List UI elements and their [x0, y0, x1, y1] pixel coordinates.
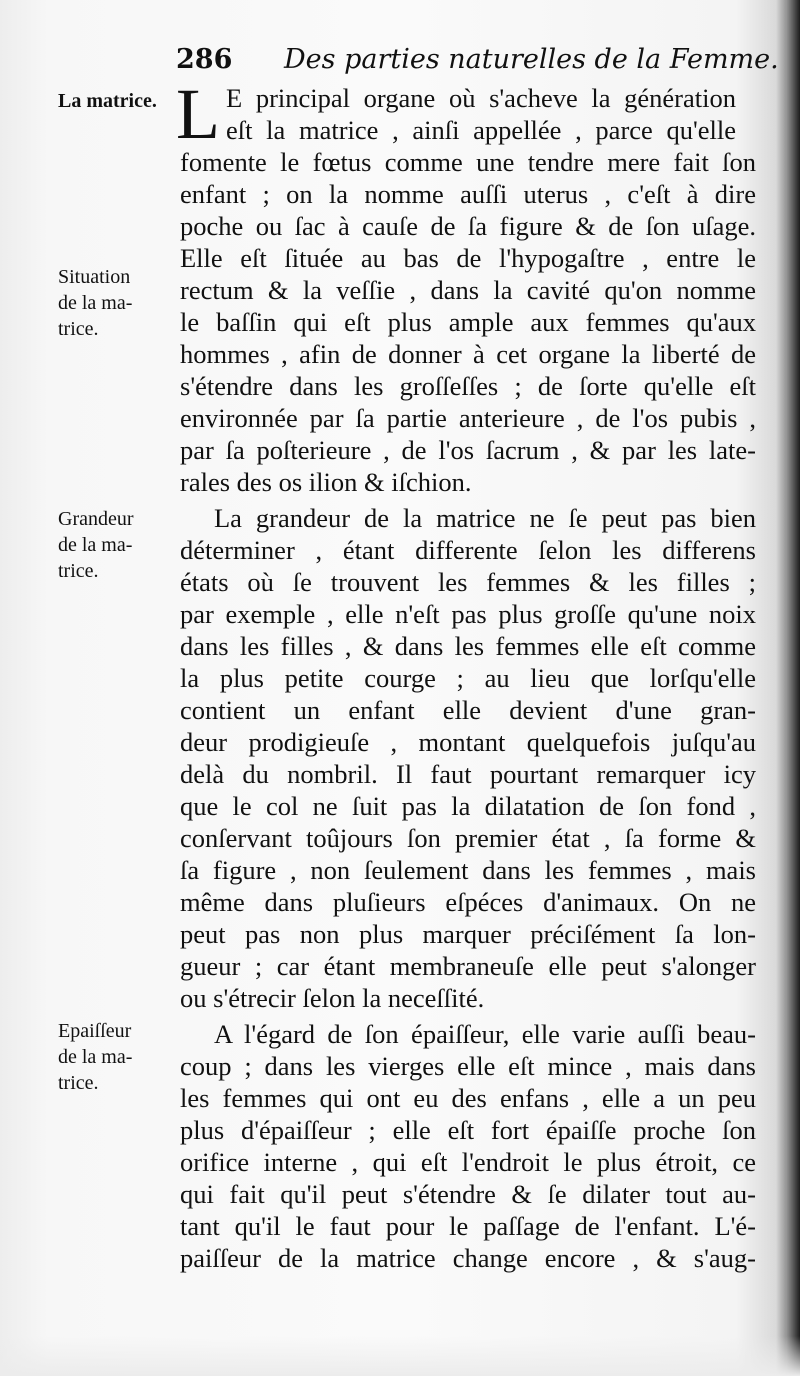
margin-note-line: trice.: [58, 318, 99, 340]
body-line: rales des os ilion & iſchion.: [180, 467, 472, 497]
margin-note-line: trice.: [58, 1072, 99, 1094]
page-number: 286: [176, 44, 233, 75]
running-title: Des parties naturelles de la Femme.: [284, 44, 779, 75]
body-line: gueur ; car étant membraneuſe elle peut s'alonger: [180, 951, 756, 981]
body-line: orifice interne , qui eſt l'endroit le plus étroit, ce: [180, 1147, 756, 1177]
margin-note-line: de la ma-: [58, 534, 133, 556]
body-line: s'étendre dans les groſſeſſes ; de ſorte qu'elle eſt: [180, 371, 756, 401]
body-line: A l'égard de ſon épaiſſeur, elle varie auſſi beau-: [214, 1019, 756, 1049]
page-header: [176, 40, 779, 80]
body-line: états où ſe trouvent les femmes & les filles ;: [180, 567, 756, 597]
body-line: la plus petite courge ; au lieu que lorſqu'elle: [180, 663, 756, 693]
body-line: rectum & la veſſie , dans la cavité qu'on nomme: [180, 275, 756, 305]
body-line: plus d'épaiſſeur ; elle eſt fort épaiſſe proche ſon: [180, 1115, 756, 1145]
body-line: Elle eſt ſituée au bas de l'hypogaſtre , entre le: [180, 243, 756, 273]
body-line: par ſa poſterieure , de l'os ſacrum , & par les late-: [180, 435, 756, 465]
body-line: enfant ; on la nomme auſſi uterus , c'eſt à dire: [180, 179, 756, 209]
body-line: tant qu'il le faut pour le paſſage de l'enfant. L'é-: [180, 1211, 756, 1241]
margin-note-line: Grandeur: [58, 508, 134, 530]
body-line: contient un enfant elle devient d'une gran-: [180, 695, 756, 725]
margin-note-line: trice.: [58, 560, 99, 582]
body-line: ou s'étrecir ſelon la neceſſité.: [180, 983, 485, 1013]
body-line: E principal organe où s'acheve la génération: [226, 83, 736, 113]
page-gutter-shadow: [786, 0, 800, 1376]
body-line: poche ou ſac à cauſe de ſa figure & de ſon uſage.: [180, 211, 756, 241]
body-line: deur prodigieuſe , montant quelquefois juſqu'au: [180, 727, 756, 757]
body-line: coup ; dans les vierges elle eſt mince , mais dans: [180, 1051, 756, 1081]
margin-note-matrice: [58, 88, 182, 114]
body-line: eſt la matrice , ainſi appellée , parce qu'elle: [226, 115, 736, 145]
body-line: les femmes qui ont eu des enfans , elle a un peu: [180, 1083, 756, 1113]
body-line: paiſſeur de la matrice change encore , & s'aug-: [180, 1243, 756, 1273]
body-line: ſa figure , non ſeulement dans les femmes , mais: [180, 855, 756, 885]
margin-note-epaisseur: [58, 1018, 182, 1096]
body-line: peut pas non plus marquer préciſément ſa lon-: [180, 919, 756, 949]
body-line: qui fait qu'il peut s'étendre & ſe dilater tout au-: [180, 1179, 756, 1209]
margin-note-line: Situation: [58, 266, 131, 288]
body-line: La grandeur de la matrice ne ſe peut pas bien: [214, 503, 756, 533]
margin-note-line: Epaiſſeur: [58, 1020, 132, 1042]
body-line: par exemple , elle n'eſt pas plus groſſe qu'une noix: [180, 599, 756, 629]
body-line: même dans pluſieurs eſpéces d'animaux. On ne: [180, 887, 756, 917]
body-line: conſervant toûjours ſon premier état , ſa forme &: [180, 823, 756, 853]
margin-note-line: de la ma-: [58, 1046, 133, 1068]
body-line: hommes , afin de donner à cet organe la liberté de: [180, 339, 756, 369]
body-line: fomente le fœtus comme une tendre mere fait ſon: [180, 147, 756, 177]
margin-note-line: de la ma-: [58, 292, 133, 314]
body-line: environnée par ſa partie anterieure , de l'os pubis ,: [180, 403, 756, 433]
margin-note-grandeur: [58, 506, 182, 584]
page-bottom-shade: [0, 1336, 800, 1376]
drop-cap: L: [176, 74, 220, 154]
body-line: que le col ne ſuit pas la dilatation de ſon fond ,: [180, 791, 756, 821]
margin-note-situation: [58, 264, 182, 342]
body-line: déterminer , étant differente ſelon les differens: [180, 535, 756, 565]
margin-note-line: La matrice.: [58, 90, 157, 112]
body-line: le baſſin qui eſt plus ample aux femmes qu'aux: [180, 307, 756, 337]
body-line: delà du nombril. Il faut pourtant remarquer icy: [180, 759, 756, 789]
body-line: dans les filles , & dans les femmes elle eſt comme: [180, 631, 756, 661]
